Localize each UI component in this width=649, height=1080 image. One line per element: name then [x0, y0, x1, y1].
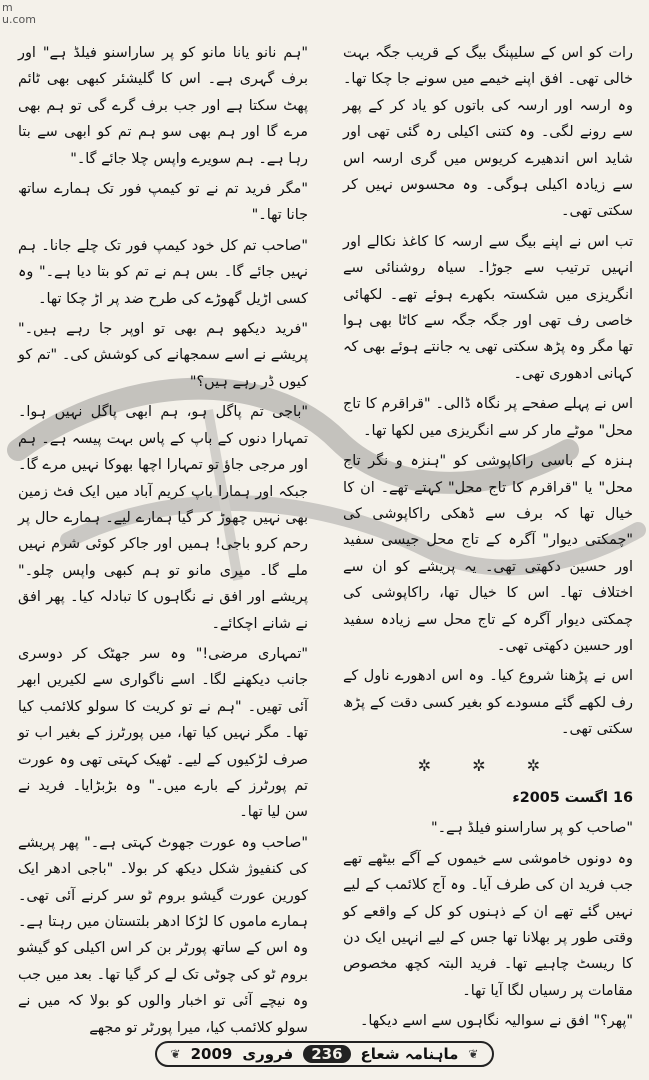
paragraph: "ہم نانو یانا مانو کو پر ساراسنو فیلڈ ہے" اور برف گہری ہے۔ اس کا گلیشئر کبھی بھی ٹائم پھٹ سکتا ہے اور جب برف گرے گی تو ہم بھی مرے گا اور ہم بھی سو ہم تم کو ابھی سے بتا رہا ہے۔ ہم سویرے واپس چلا جائے گا۔" — [18, 45, 308, 167]
issue-month: فروری — [242, 1045, 294, 1063]
paragraph: "صاحب کو پر ساراسنو فیلڈ ہے۔" — [430, 820, 633, 837]
issue-year: 2009 — [190, 1045, 233, 1063]
paragraph: "پھر؟" افق نے سوالیہ نگاہوں سے اسے دیکھا۔ — [359, 1013, 633, 1030]
site-line-2: u.com — [2, 13, 36, 26]
section-divider-stars: ✲ ✲ ✲ — [417, 755, 559, 775]
paragraph: اس نے پہلے صفحے پر نگاہ ڈالی۔ "قراقرم کا تاج محل" موٹے مار کر سے انگریزی میں لکھا تھا۔ — [343, 396, 633, 439]
left-text-column — [18, 40, 308, 1036]
paragraph: "صاحب وہ عورت جھوٹ کہتی ہے۔" پھر پریشے کی کنفیوژ شکل دیکھ کر بولا۔ "باجی ادھر ایک کورین عورت گیشو بروم ٹو سر کرنے آئی تھی۔ ہمارے ماموں کا لڑکا ادھر بلتستان میں رہتا ہے۔ وہ اس کے ساتھ پورٹر بن کر اس اکیلی کو گیشو بروم ٹو کی چوٹی تک لے کر گیا تھا۔ بعد میں جب وہ نیچے آئی تو اخبار والوں کو بولا کہ میں نے سولو کلائمب کیا، میرا پورٹر تو مجھے — [18, 834, 308, 1036]
paragraph: "صاحب تم کل خود کیمپ فور تک چلے جانا۔ ہم نہیں جائے گا۔ بس ہم نے تم کو بتا دیا ہے۔" وہ کسی اڑیل گھوڑے کی طرح ضد پر اڑ چکا تھا۔ — [18, 237, 308, 307]
paragraph: "باجی تم پاگل ہو، ہم ابھی پاگل نہیں ہوا۔ تمہارا دنوں کے باپ کے پاس بہت پیسہ ہے۔ ہم اور مرجی جاؤ تو تمہارا اچھا بھوکا نہیں مرے گا۔ جبکہ اور ہمارا باپ کریم آباد میں ایک فٹ زمین بھی نہیں چھوڑ کر گیا ہمارے لیے۔ ہمارے حال پر رحم کرو باجی! ہمیں اور جاکر کوئی شرم نہیں ملے گا۔ میری مانو تو ہم کبھی واپس چلو۔" پریشے اور افق نے نگاہوں کا تبادلہ کیا۔ پھر افق نے شانے اچکائے۔ — [18, 404, 308, 632]
paragraph: تب اس نے اپنے بیگ سے ارسہ کا کاغذ نکالے اور انہیں ترتیب سے جوڑا۔ سیاہ روشنائی سے انگریزی میں شکستہ بکھرے ہوئے تھے۔ لکھائی خاصی رف تھی اور جگہ جگہ سے کاٹا بھی ہوا تھا مگر وہ پڑھ سکتی تھی یہ جانتے ہوئے بھی کہ کہانی ادھوری تھی۔ — [343, 233, 633, 382]
paragraph: "تمہاری مرضی!" وہ سر جھٹک کر دوسری جانب دیکھنے لگا۔ اسے ناگواری سے لکیریں ابھر آئی تھیں۔ "ہم نے تو کریت کا سولو کلائمب کیا تھا۔ مگر نہیں کیا تھا، میں پورٹرز کے بغیر اب تو صرف لڑکیوں کے لیے۔ ٹھیک کہتی تھی وہ عورت تم پورٹرز کے بارے میں۔" وہ بڑبڑایا۔ فرید نے سن لیا تھا۔ — [18, 645, 308, 821]
paragraph: "مگر فرید تم نے تو کیمپ فور تک ہمارے ساتھ جانا تھا۔" — [18, 181, 308, 224]
diary-date: 16 اگست 2005ء — [512, 789, 633, 806]
paragraph: ہنزہ کے باسی راکاپوشی کو "ہنزہ و نگر تاج محل" یا "قراقرم کا تاج محل" کہتے تھے۔ ان کا خیال تھا کہ برف سے ڈھکی راکاپوشی کی "چمکتی دیوار" آگرہ کے تاج محل جیسی سفید اور حسین دکھتی تھی۔ یہ پریشے کو ان سے اختلاف تھا۔ اس کا خیال تھا، راکاپوشی کی چمکتی دیوار آگرہ کے تاج محل سے زیادہ سفید اور حسین دکھتی تھی۔ — [343, 453, 633, 654]
magazine-name: ماہنامہ شعاع — [360, 1045, 459, 1063]
page-footer — [0, 1036, 649, 1072]
site-watermark-text — [2, 2, 82, 32]
paragraph: رات کو اس کے سلیپنگ بیگ کے قریب جگہ بہت خالی تھی۔ افق اپنے خیمے میں سونے جا چکا تھا۔ وہ ارسہ اور ارسہ کی باتوں کو یاد کر کے پھر سے رونے لگی۔ وہ کتنی اکیلی رہ گئی تھی اور شاید اس اندھیرے کریوس میں گری ارسہ اس سے زیادہ اکیلی ہوگی۔ وہ محسوس نہیں کر سکتی تھی۔ — [343, 45, 633, 220]
paragraph: "فرید دیکھو ہم بھی تو اوپر جا رہے ہیں۔" پریشے نے اسے سمجھانے کی کوشش کی۔ "تم کو کیوں ڈر رہے ہیں؟" — [18, 321, 308, 390]
ornament-icon: ❦ — [170, 1047, 181, 1061]
ornament-icon: ❦ — [468, 1047, 479, 1061]
paragraph: اس نے پڑھنا شروع کیا۔ وہ اس ادھورے ناول کے رف لکھے گئے مسودے کو بغیر کسی دقت کے پڑھ سکتی تھی۔ — [343, 668, 633, 738]
page-number: 236 — [303, 1045, 350, 1063]
site-line-1: m — [2, 1, 13, 14]
footer-banner — [155, 1041, 495, 1067]
right-text-column — [343, 40, 633, 1030]
paragraph: وہ دونوں خاموشی سے خیموں کے آگے بیٹھے تھے جب فرید ان کی طرف آیا۔ وہ آج کلائمب کے لیے نہیں گئے تھے ان کے ذہنوں کو کل کے واقعے کو وقتی طور پر بھلانا تھا جس کے لیے انہیں ایک دن کا ریسٹ چاہیے تھا۔ فرید البتہ کچھ مخصوص مقامات پر رسیاں لگا آیا تھا۔ — [343, 850, 633, 999]
